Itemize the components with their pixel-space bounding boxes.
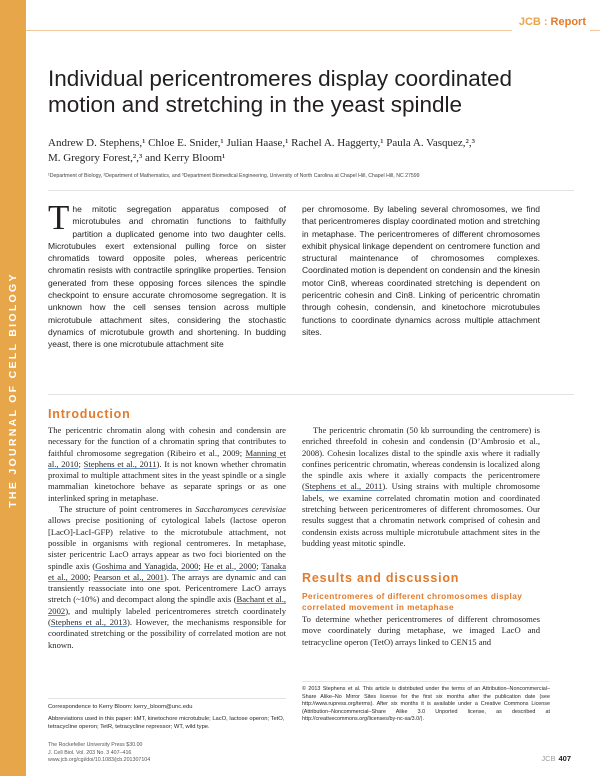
article-title: Individual pericentromeres display coordinated motion and stretching in the yeast spindle	[48, 66, 513, 117]
text-run: ). The arrays are dynamic and can transiently reassociate into one spot. Pericentromere LacO arrays stretch (~10%) and decompact along the spindle axis (	[48, 571, 287, 605]
text-run: The pericentric chromatin along with cohesin and condensin are necessary for the function of a chromatin spring that contributes to faithful chromosome segregation (Ribeiro et al., 2009;	[48, 425, 286, 458]
abstract-right-column: per chromosome. By labeling several chromosomes, we find that pericentromeres display coordinated motion and stretching in metaphase. The pericentromeres of different chromosomes exhibit physical linkage dependent on centromere function and structural maintenance of chromosomes complexes. Coordinated motion is dependent on condensin and the kinesin motor Cin8, whereas coordinated stretching is dependent on pericentric cohesin and Cin8. Linking of pericentric chromatin through cohesin, condensin, and kinetochore microtubules functions to coordinate dynamics across multiple attachment sites.	[302, 204, 540, 337]
correspondence-block	[48, 703, 286, 732]
citation-link[interactable]: Manning et al., 2010	[48, 447, 286, 469]
introduction-heading: Introduction	[48, 407, 131, 421]
footer-journal: JCB	[541, 754, 556, 763]
correspondence-line: Correspondence to Kerry Bloom: kerry_bloom@unc.edu	[48, 704, 193, 710]
publication-footer	[48, 742, 150, 765]
article-type: Report	[550, 15, 586, 28]
text-run: allows precise positioning of cytological labels (lactose operon [LacO]-LacI-GFP) relative to the microtubule attachment, not possible in organisms with regional centromeres. In metaphase, sister pericentric LacO arrays appear as two foci bioriented on the spindle axis (	[48, 515, 286, 571]
text-run: ;	[256, 560, 262, 571]
text-run: ;	[88, 571, 94, 582]
journal-sidebar	[0, 0, 26, 776]
text-run: ). However, the mechanisms responsible for coordinated stretching or the possibility of correlated motion are not known.	[48, 617, 286, 650]
text-run: ;	[198, 560, 204, 571]
publisher-line: The Rockefeller University Press $30.00	[48, 742, 143, 748]
citation-link[interactable]: Stephens et al., 2013	[50, 617, 127, 628]
text-run: The structure of point centromeres in	[59, 504, 196, 515]
affiliations: ¹Department of Biology, ²Department of Mathematics, and ³Department Biomedical Engineering, University of North Carolina at Chapel Hill, Chapel Hill, NC 27599	[48, 173, 420, 179]
journal-name: THE JOURNAL OF CELL BIOLOGY	[7, 272, 19, 508]
results-heading: Results and discussion	[302, 571, 460, 585]
authors-line-1: Andrew D. Stephens,¹ Chloe E. Snider,¹ Julian Haase,¹ Rachel A. Haggerty,¹ Paula A. Vasquez,²,³	[48, 137, 475, 149]
introduction-right-column	[302, 425, 540, 549]
text-run: ). It is not known whether chromatin proximal to multiple attachment sites in the yeast spindle or a single mammalian kinetochore behave as separate springs or as one interlinked spring in metaphase.	[48, 458, 286, 503]
drop-cap: T	[48, 198, 70, 237]
authors-line-2: M. Gregory Forest,²,³ and Kerry Bloom¹	[48, 152, 226, 164]
journal-abbrev: JCB	[518, 15, 541, 28]
article-type-badge	[512, 12, 590, 31]
citation-link[interactable]: Tanaka et al., 2000	[48, 560, 287, 582]
results-subheading: Pericentromeres of different chromosomes display correlated movement in metaphase	[302, 591, 523, 612]
author-list	[48, 136, 548, 166]
species-name: Saccharomyces cerevisiae	[195, 504, 286, 515]
introduction-left-column	[48, 425, 286, 651]
citation-link[interactable]: Goshima and Yanagida, 2000	[95, 560, 199, 571]
abstract-top-rule	[48, 190, 574, 191]
copyright-rule	[302, 681, 550, 682]
doi-url[interactable]: www.jcb.org/cgi/doi/10.1083/jcb.201307104	[48, 757, 151, 763]
correspondence-rule	[48, 698, 286, 699]
abstract-text-left: he mitotic segregation apparatus composed of microtubules and chromatin functions to faithfully partition a duplicated genome into two daughter cells. Microtubules exert extensional pulling force on sister chromatids toward opposite poles, whereas pericentric chromatin resists with contractile springlike properties. Tension generated from these opposing forces silences the spindle checkpoint to ensure accurate chromosome segregation. It is unknown how the cell senses tension across multiple microtubule attachment sites, considering the stochastic dynamics of microtubule growth and shortening. In budding yeast, there is one microtubule attachment site	[48, 204, 286, 350]
text-run: ). Using strains with multiple chromosome labels, we examine correlated chromatin motion and coordinated stretching between pericentromeres of different chromosomes. Our results suggest that a chromatin network comprised of cohesin and condensin exists across multiple microtubule attachment sites in the budding yeast mitotic spindle.	[302, 481, 540, 548]
text-run: ), and multiply labeled pericentromeres stretch coordinately (	[48, 605, 286, 628]
results-text	[302, 614, 540, 648]
text-run: ;	[78, 458, 84, 469]
citation-link[interactable]: Stephens et al., 2011	[83, 458, 157, 469]
citation-line: J. Cell Biol. Vol. 203 No. 3 407–416	[48, 749, 132, 756]
abstract-left-column	[48, 198, 286, 351]
page-number: 407	[558, 754, 571, 763]
intro-paragraph-1	[48, 425, 286, 504]
header-separator: :	[543, 15, 548, 28]
abbreviations: Abbreviations used in this paper: kMT, kinetochore microtubule; LacO, lactose operon; TetO, tetracycline operon; TetR, tetracycline repressor; WT, wild type.	[48, 715, 285, 730]
citation-link[interactable]: Stephens et al., 2011	[304, 481, 383, 492]
intro-paragraph-3	[302, 425, 540, 549]
citation-link[interactable]: He et al., 2000	[203, 560, 257, 571]
text-run: The pericentric chromatin (50 kb surrounding the centromere) is enriched threefold in cohesin and condensin (D’Ambrosio et al., 2008). Cohesin localizes distal to the spindle axis where it radially confines pericentric chromatin, whereas condensin is localized along the spindle axis where it axially compacts the pericentromere (	[302, 425, 540, 492]
citation-link[interactable]: Pearson et al., 2001	[93, 571, 164, 582]
copyright-notice: © 2013 Stephens et al. This article is distributed under the terms of an Attribution–Noncommercial–Share Alike–No Mirror Sites license for the first six months after the publication date (see http://www.rupress.org/terms). After six months it is available under a Creative Commons License (Attribution–Noncommercial–Share Alike 3.0 Unported license, as described at http://creativecommons.org/licenses/by-nc-sa/3.0/).	[302, 686, 550, 723]
page-footer	[541, 754, 571, 763]
citation-link[interactable]: Bachant et al., 2002	[48, 594, 286, 616]
results-paragraph-1: To determine whether pericentromeres of different chromosomes move coordinately during metaphase, we imaged LacO and tetracycline operon (TetO) arrays linked to CEN15 and	[302, 614, 540, 647]
abstract-bottom-rule	[48, 394, 574, 395]
intro-paragraph-2	[48, 504, 286, 651]
